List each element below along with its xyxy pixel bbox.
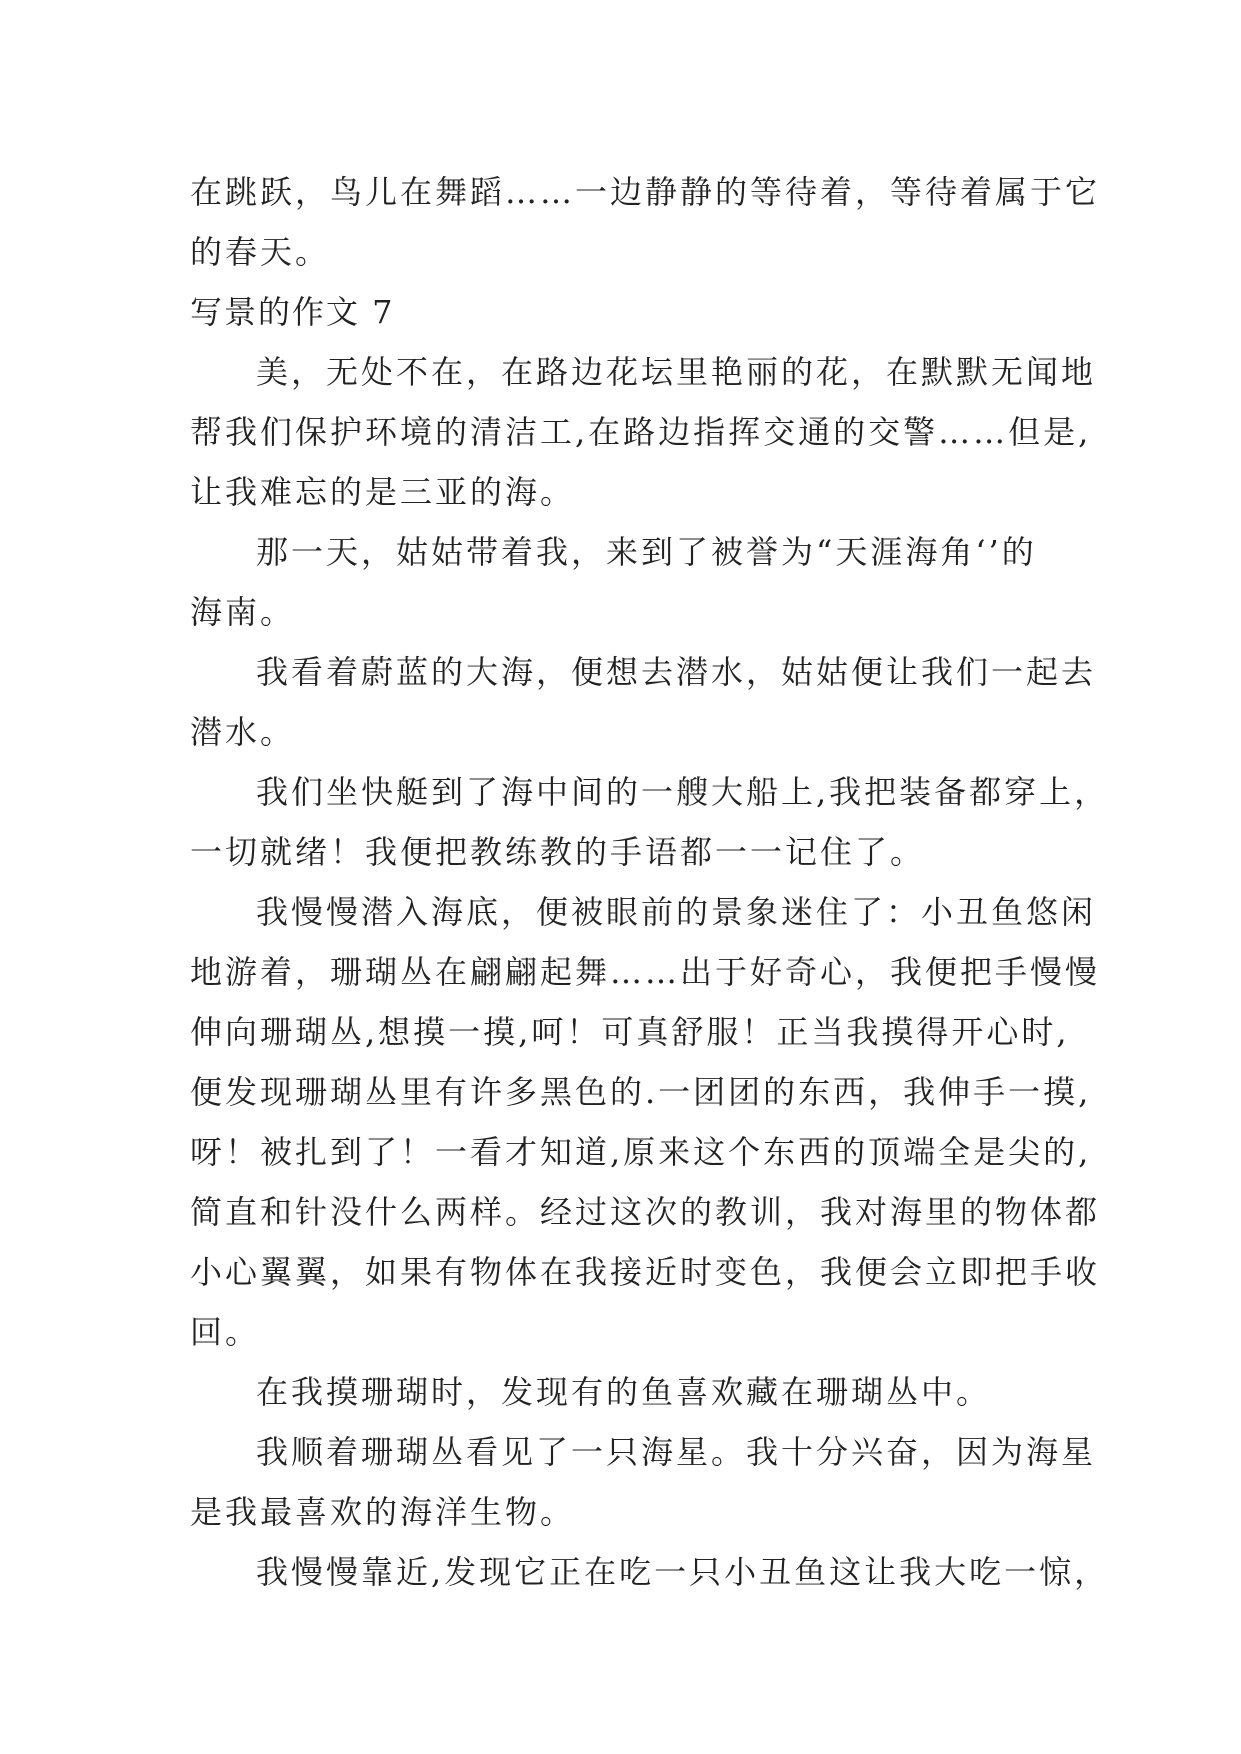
- section-heading: 写景的作文 7: [190, 293, 395, 331]
- paragraph-first-line: 在我摸珊瑚时，发现有的鱼喜欢藏在珊瑚丛中。: [256, 1373, 992, 1411]
- text-line: 小心翼翼，如果有物体在我接近时变色，我便会立即把手收: [190, 1253, 1101, 1291]
- text-line: 简直和针没什么两样。经过这次的教训，我对海里的物体都: [190, 1193, 1101, 1231]
- text-line: 地游着，珊瑚丛在翩翩起舞……出于好奇心，我便把手慢慢: [190, 953, 1101, 991]
- document-body: [190, 162, 1110, 1602]
- text-line: 回。: [190, 1313, 261, 1351]
- text-line: 伸向珊瑚丛,想摸一摸,呵！可真舒服！正当我摸得开心时,: [190, 1013, 1070, 1051]
- text-line: 帮我们保护环境的清洁工,在路边指挥交通的交警……但是,: [190, 413, 1092, 451]
- paragraph-first-line: 我们坐快艇到了海中间的一艘大船上,我把装备都穿上，: [256, 773, 1110, 811]
- paragraph-first-line: 我慢慢靠近,发现它正在吃一只小丑鱼这让我大吃一惊，: [256, 1553, 1110, 1591]
- paragraph-first-line: 我看着蔚蓝的大海，便想去潜水，姑姑便让我们一起去: [256, 653, 1097, 691]
- text-line: 便发现珊瑚丛里有许多黑色的.一团团的东西，我伸手一摸,: [190, 1073, 1092, 1111]
- paragraph-first-line: 我顺着珊瑚丛看见了一只海星。我十分兴奋，因为海星: [256, 1433, 1097, 1471]
- text-line: 让我难忘的是三亚的海。: [190, 473, 576, 511]
- paragraph-first-line: 美，无处不在，在路边花坛里艳丽的花，在默默无闻地: [256, 353, 1097, 391]
- text-line: 海南。: [190, 593, 296, 631]
- text-line: 在跳跃，鸟儿在舞蹈……一边静静的等待着，等待着属于它: [190, 173, 1101, 211]
- paragraph-first-line: 那一天，姑姑带着我，来到了被誉为“天涯海角‘’的: [256, 533, 1037, 571]
- text-line: 一切就绪！我便把教练教的手语都一一记住了。: [190, 833, 926, 871]
- text-line: 是我最喜欢的海洋生物。: [190, 1493, 576, 1531]
- text-line: 潜水。: [190, 713, 296, 751]
- text-line: 的春天。: [190, 233, 331, 271]
- text-line: 呀！被扎到了！一看才知道,原来这个东西的顶端全是尖的,: [190, 1133, 1092, 1171]
- paragraph-first-line: 我慢慢潜入海底，便被眼前的景象迷住了：小丑鱼悠闲: [256, 893, 1097, 931]
